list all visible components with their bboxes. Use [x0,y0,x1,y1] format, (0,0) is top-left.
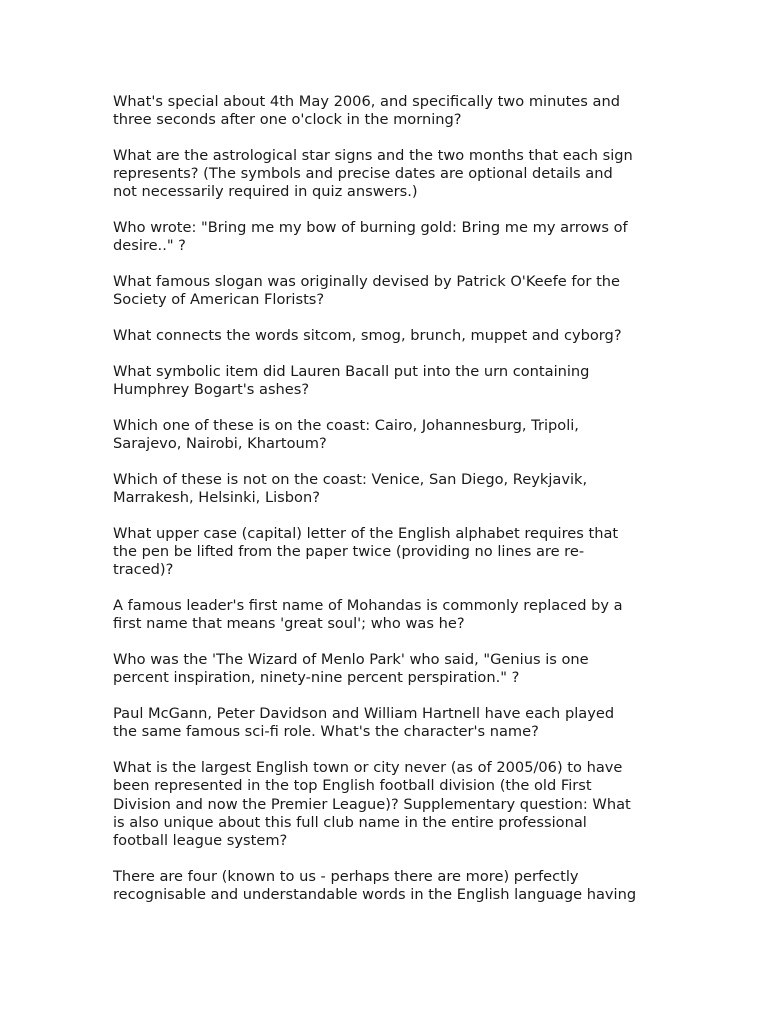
question-paragraph [113,651,658,687]
question-list [113,93,658,922]
question-text-line: What symbolic item did Lauren Bacall put into the urn containing [113,363,590,380]
question-text-line: Who wrote: "Bring me my bow of burning gold: Bring me my arrows of [113,219,628,237]
question-text-line: A famous leader's first name of Mohandas is commonly replaced by a [113,597,623,615]
question-text-line: football league system? [113,832,288,850]
question-text-line: represents? (The symbols and precise dates are optional details and [113,165,613,183]
question-text-line: Which one of these is on the coast: Cairo, Johannesburg, Tripoli, [113,417,579,434]
question-text-line: the pen be lifted from the paper twice (providing no lines are re- [113,543,585,561]
question-paragraph [113,93,658,129]
question-paragraph [113,363,658,399]
question-text-line: What is the largest English town or city never (as of 2005/06) to have [113,759,623,777]
question-text-line: Which of these is not on the coast: Venice, San Diego, Reykjavik, [113,471,588,488]
question-paragraph [113,147,658,202]
question-text-line: What connects the words sitcom, smog, brunch, muppet and cyborg? [113,327,622,345]
question-text-line: Society of American Florists? [113,291,325,309]
question-text-line: What's special about 4th May 2006, and specifically two minutes and [113,93,620,110]
question-text-line: not necessarily required in quiz answers.) [113,183,418,201]
question-paragraph [113,417,658,453]
question-paragraph [113,759,658,850]
question-text-line: traced)? [113,561,174,579]
question-text-line: There are four (known to us - perhaps there are more) perfectly [113,867,579,885]
question-paragraph [113,327,658,345]
question-text-line: the same famous sci-fi role. What's the character's name? [113,723,539,741]
question-paragraph [113,525,658,580]
question-text-line: Who was the 'The Wizard of Menlo Park' who said, "Genius is one [113,651,589,669]
question-text-line: Paul McGann, Peter Davidson and William Hartnell have each played [113,705,615,723]
question-text-line: What upper case (capital) letter of the English alphabet requires that [113,525,619,542]
question-text-line: desire.." ? [113,237,186,255]
question-text-line: What famous slogan was originally devised by Patrick O'Keefe for the [113,273,621,291]
question-text-line: Marrakesh, Helsinki, Lisbon? [113,489,320,507]
question-text-line: Sarajevo, Nairobi, Khartoum? [113,435,327,453]
question-paragraph [113,705,658,741]
question-paragraph [113,273,658,309]
question-text-line: is also unique about this full club name in the entire professional [113,813,587,831]
question-text-line: three seconds after one o'clock in the morning? [113,111,462,129]
question-paragraph [113,597,658,633]
question-text-line: Division and now the Premier League)? Supplementary question: What [113,795,631,813]
question-text-line: first name that means 'great soul'; who was he? [113,615,465,633]
question-paragraph [113,219,658,255]
question-text-line: What are the astrological star signs and the two months that each sign [113,147,633,164]
question-text-line: percent inspiration, ninety-nine percent perspiration." ? [113,669,520,687]
question-text-line: recognisable and understandable words in the English language having [113,886,637,904]
question-text-line: been represented in the top English football division (the old First [113,777,592,795]
question-text-line: Humphrey Bogart's ashes? [113,381,310,399]
question-paragraph [113,471,658,507]
question-paragraph [113,868,658,904]
